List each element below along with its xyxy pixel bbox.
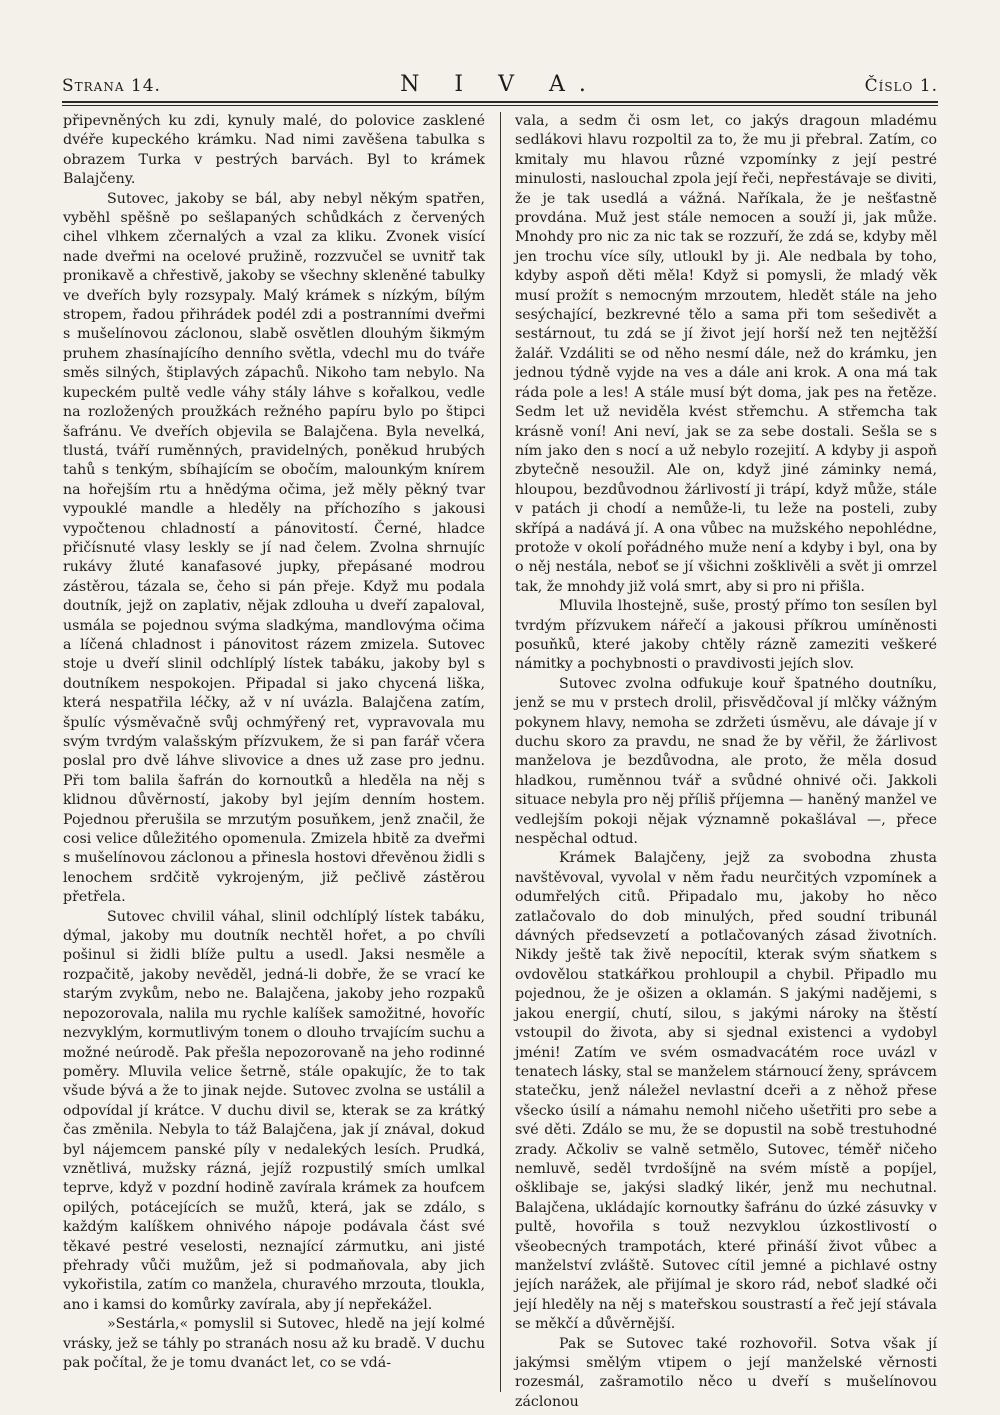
paragraph: připevněných ku zdi, kynuly malé, do polovice zasklené dvéře kupeckého krámku. Nad nimi zavěšena tabulka s obrazem Turka v pestrých barvách. Byl to krámek Balajčeny. bbox=[63, 113, 485, 188]
paragraph: Pak se Sutovec také rozhovořil. Sotva však jí jakýmsi smělým vtipem o její manželské věrnosti rozesmál, zašramotilo něco u dveří s mušelínovou záclonou bbox=[515, 1335, 937, 1410]
paragraph: Sutovec chvilil váhal, slinil odchlíplý lístek tabáku, dýmal, jakoby mu doutník nechtěl hořet, a po chvíli pošinul si židli blíže pultu a usedl. Jaksi nesměle a rozpačitě, jakoby nevěděl, jedná-li dobře, že se vrací ke starým zvykům, nebo ne. Balajčena, jakoby jeho rozpaků nepozorovala, nalila mu rychle kalíšek samožitné, hovoříc nezvyklým, kormutlivým tonem o dlouho trvajícím suchu a možné neúrodě. Pak přešla nepozorovaně na jeho rodinné poměry. Mluvila velice šetrně, stále opakujíc, že to tak všude bývá a že to jinak nejde. Sutovec zvolna se ustálil a odpovídal jí krátce. V duchu divil se, kterak se za krátký čas změnila. Nebyla to táž Balajčena, jak jí znával, dokud byl nájemcem panské píly v nedalekých lesích. Prudká, vznětlivá, mužsky rázná, jejíž rozpustilý smích umlkal teprve, když v pozdní hodině zavírala krámek za houfcem opilých, potácejících se mužů, která, jak se zdálo, s každým kalíškem ohnivého nápoje podávala část své těkavé pestré veselosti, neznající zármutku, ani jisté přehrady vůči mužům, jež si podmaňovala, aby jich vykořistila, zatím co manžela, churavého mrzouta, tloukla, ano i kamsi do komůrky zavírala, aby jí nepřekážel. bbox=[63, 908, 485, 1313]
issue-number: Číslo 1. bbox=[864, 76, 938, 96]
paragraph: Sutovec, jakoby se bál, aby nebyl někým spatřen, vyběhl spěšně po sešlapaných schůdkách z červených cihel vlhkem zčernalých a vzal za kliku. Zvonek visící nade dveřmi na ocelové pružině, rozzvučel se uvnitř tak pronikavě a chřestivě, jakoby se všechny skleněné tabulky ve dveřích byly rozsypaly. Malý krámek s nízkým, bílým stropem, řadou přihrádek podél zdi a postranními dveřmi s mušelínovou záclonou, slabě osvětlen dlouhým šikmým pruhem zhasínajícího denního světla, vdechl mu do tváře směs silných, štiplavých zápachů. Nikoho tam nebylo. Na kupeckém pultě vedle váhy stály láhve s kořalkou, vedle na rozložených proužkách režného papíru bylo po štipci šafránu. Ve dveřích objevila se Balajčena. Byla nevelká, tlustá, tváří ruměnných, pravidelných, poněkud hrubých tahů s tenkým, sbíhajícím se obočím, malounkým knírem na hořejším rtu a hnědýma očima, jež měly pěkný tvar vypouklé mandle a hleděly na příchozího s jakousi vypočtenou chladností a pánovitostí. Černé, hladce přičísnuté vlasy leskly se jí nad čelem. Zvolna shrnujíc rukávy žluté kanafasové jupky, přepásané modrou zástěrou, tázala se, čeho si pán přeje. Když mu podala doutník, jejž on zaplativ, nějak zdlouha u dveří zapaloval, usmála se pojednou svýma sladkýma, mandlovýma očima a líčená chladnost i pánovitost rázem zmizela. Sutovec stoje u dveří slinil odchlíplý lístek tabáku, jakoby byl s doutníkem nespokojen. Připadal si jako chycená liška, která nespatřila léčky, až v ní uvázla. Balajčena zatím, špulíc výsměvačně svůj ochmýřený ret, vypravovala mu svým tvrdým valašským přízvukem, že si pan farář včera poslal pro dvě láhve slivovice a dnes už zase pro jednu. Při tom balila šafrán do kornoutků a hleděla na něj s klidnou důvěrností, jakoby byl jejím denním hostem. Pojednou přerušila se mrzutým posuňkem, jenž značil, že cosi velice důležitého opomenula. Zmizela hbitě za dveřmi s mušelínovou záclonou a přinesla hostovi dřevěnou židli s lenochem srdčitě vykrojeným, již pečlivě zástěrou přetřela. bbox=[63, 190, 485, 906]
paragraph: Sutovec zvolna odfukuje kouř špatného doutníku, jenž se mu v prstech drolil, přisvědčoval jí mlčky vážným pokynem hlavy, nemoha se zdržeti úsměvu, ale dávaje jí v duchu skoro za pravdu, ne snad že by věřil, že žárlivost manželova je bezdůvodna, ale proto, že měla dosud hladkou, ruměnnou tvář a svůdné ohnivé oči. Jakkoli situace nebyla pro něj příliš příjemna — haněný manžel ve vedlejším pokoji nějak významně pokašlával —, přece nespěchal odtud. bbox=[515, 675, 937, 848]
paragraph: »Sestárla,« pomyslil si Sutovec, hledě na její kolmé vrásky, jež se táhly po stranách nosu až ku bradě. V duchu pak počítal, že je tomu dvanáct let, co se vdá- bbox=[63, 1316, 485, 1371]
page-header bbox=[62, 72, 938, 100]
paragraph: Krámek Balajčeny, jejž za svobodna zhusta navštěvoval, vyvolal v něm řadu neurčitých vzpomínek a odumřelých citů. Připadalo mu, jakoby ho něco zatlačovalo do dob minulých, před soudní tribunál dávných předsevzetí a potlačovaných zásad životních. Nikdy ještě tak živě nepocítil, kterak svým sňatkem s ovdovělou statkářkou prohloupil a chybil. Připadlo mu pojednou, že je ošizen a oklamán. S jakými nadějemi, s jakou energií, chutí, silou, s jakými nároky na štěstí vstoupil do života, aby si sjednal existenci a vydobyl jméni! Zatím ve svém osmadvacátém roce uvázl v tenatech lásky, stal se manželem stárnoucí ženy, správcem statečku, jenž náležel nevlastní dceři a z něhož přese všecko úsilí a námahu nemohl ničeho ušetřiti pro sebe a své děti. Zdálo se mu, že se dopustil na sobě trestuhodné zrady. Ačkoliv se valně setmělo, Sutovec, téměř ničeho nemluvě, seděl tvrdošíjně na svém místě a popíjel, ošklibaje se, jakýsi sladký likér, jenž mu nechutnal. Balajčena, ukládajíc kornoutky šafránu do úzké zásuvky v pultě, hovořila s touž nezvyklou úzkostlivostí o všeobecných trampotách, které přináší život vůbec a manželství zvláště. Sutovec cítil jemné a pichlavé ostny jejích narážek, ale přijímal je skoro rád, neboť sladké oči její hleděly na něj s mateřskou soustrastí a řeč její stávala se měkčí a důvěrnější. bbox=[515, 850, 937, 1333]
paragraph: vala, a sedm či osm let, co jakýs dragoun mladému sedlákovi hlavu rozpoltil za to, že mu ji přebral. Zatím, co kmitaly mu hlavou různé vzpomínky z její pestré minulosti, naslouchal zpola její řeči, nepřestávaje se diviti, že je tak usedlá a vážná. Naříkala, že je nešťastně provdána. Muž jest stále nemocen a souží ji, jak může. Mnohdy pro nic za nic tak se rozzuří, že zdá se, kdyby měl jen trochu více síly, utloukl by ji. Ale nedbala by toho, kdyby aspoň děti měla! Když si pomysli, že mladý věk musí prožít s nemocným mrzoutem, hledět stále na jeho sesýchající, bezkrevné tělo a sama při tom sešedivět a sestárnout, tu zdá se jí život její horší než ten nejtěžší žalář. Vzdáliti se od něho nesmí dále, než do krámku, jen jednou týdně vyjde na ves a dále ani krok. A ona má tak ráda pole a les! A stále musí být doma, jak pes na řetěze. Sedm let už neviděla kvést střemchu. A střemcha tak krásně voní! Ani neví, jak se za sebe dostali. Sešla se s ním jako den s nocí a už nebylo rozejití. A kdyby ji aspoň zbytečně nesoužil. Ale on, když jiné záminky nemá, hloupou, bezdůvodnou žárlivostí ji trápí, když může, stále v patách ji chodí a nemůže-li, tu leže na posteli, zuby skřípá a nadává jí. A ona vůbec na mužského nepohlédne, protože v okolí pořádného muže není a kdyby i byl, ona by o něj nestála, neboť se jí všichni zošklivěli a svět ji omrzel tak, že mnohdy již volá smrt, aby si pro ni přišla. bbox=[515, 113, 937, 595]
paragraph: Mluvila lhostejně, suše, prostý přímo ton sesílen byl tvrdým přízvukem nářečí a jakousi příkrou umíněnosti posuňků, které jakoby chtěly rázně zameziti veškeré námitky a pochybnosti o pravdivosti jejích slov. bbox=[515, 598, 937, 673]
header-rule-thin bbox=[62, 105, 938, 106]
left-column bbox=[63, 112, 485, 1373]
header-rule bbox=[62, 101, 938, 103]
column-divider bbox=[500, 112, 501, 1392]
journal-title: N I V A. bbox=[400, 72, 600, 97]
right-column bbox=[515, 112, 937, 1412]
page-number: Strana 14. bbox=[62, 76, 161, 96]
